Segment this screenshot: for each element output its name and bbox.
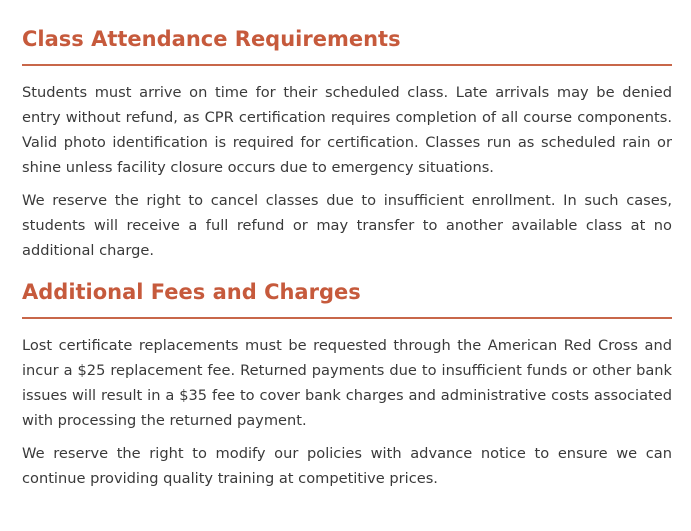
section-divider <box>22 64 672 66</box>
paragraph-replacement-fees: Lost certificate replacements must be requested through the American Red Cross and incur a $25 replacement fee. Returned payments due to insufficient funds or other bank issues will result in a $35 fee to cover bank charges and administrative costs associated with processing the returned payment. <box>22 337 672 429</box>
paragraph-class-cancellation: We reserve the right to cancel classes due to insufficient enrollment. In such cases, students will receive a full refund or may transfer to another available class at no additional charge. <box>22 192 672 259</box>
paragraph-attendance-rules: Students must arrive on time for their scheduled class. Late arrivals may be denied entry without refund, as CPR certification requires completion of all course components. Valid photo identification is required for certification. Classes run as scheduled rain or shine unless facility closure occurs due to emergency situations. <box>22 84 672 176</box>
section-class-attendance <box>22 24 671 263</box>
section-heading-class-attendance: Class Attendance Requirements <box>22 27 401 51</box>
paragraph-policy-modification: We reserve the right to modify our policies with advance notice to ensure we can continue providing quality training at competitive prices. <box>22 445 672 487</box>
section-heading-additional-fees: Additional Fees and Charges <box>22 280 361 304</box>
section-additional-fees <box>22 277 671 491</box>
section-divider <box>22 317 672 319</box>
